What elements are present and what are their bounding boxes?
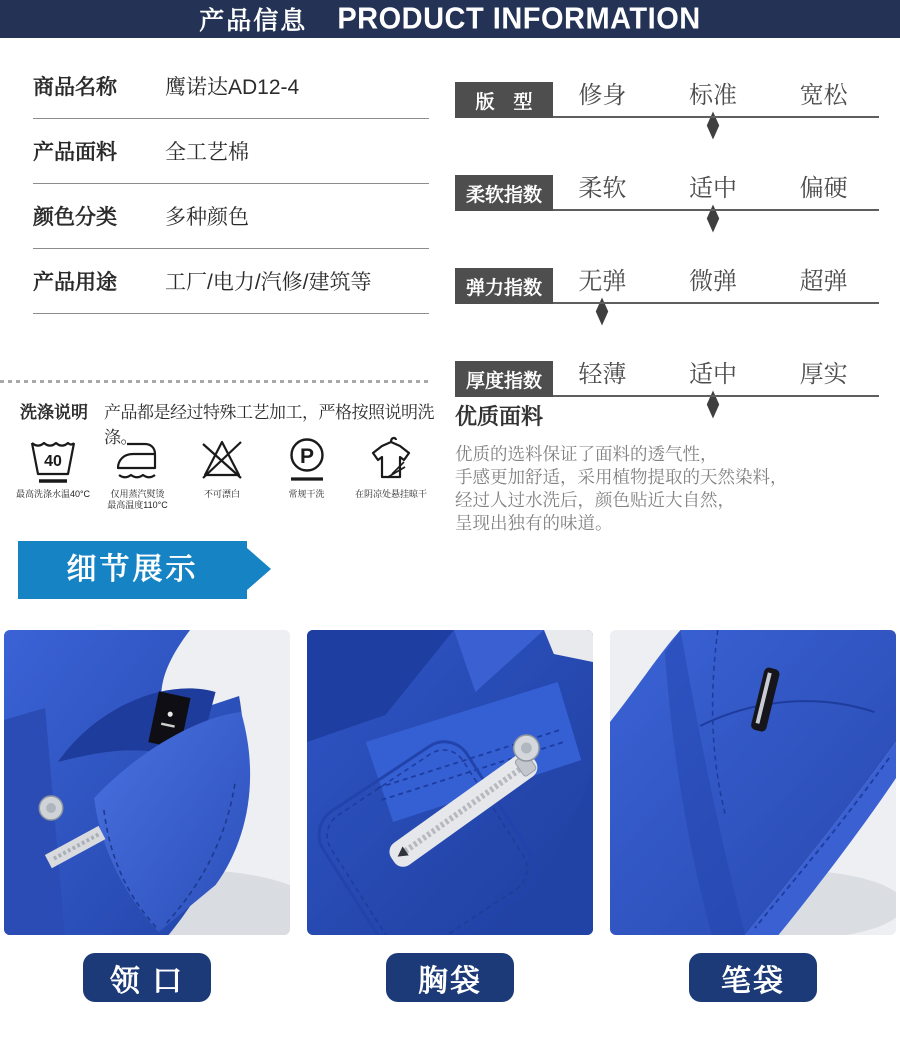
spec-row-color — [33, 184, 429, 249]
index-option: 微弹 — [689, 268, 737, 295]
index-row-softness — [455, 153, 879, 211]
svg-text:40: 40 — [44, 453, 62, 470]
index-option: 轻薄 — [578, 361, 627, 388]
svg-text:P: P — [299, 445, 314, 468]
fabric-title: 优质面料 — [455, 404, 544, 429]
no-bleach-icon — [196, 433, 248, 485]
index-option: 柔软 — [578, 175, 627, 202]
index-options — [547, 261, 879, 296]
pen-pocket-caption-badge: 笔袋 — [689, 953, 817, 1002]
dashed-divider — [0, 380, 430, 383]
wash-40-icon — [27, 433, 79, 485]
index-label-badge: 版 型 — [455, 82, 553, 118]
index-label-badge: 厚度指数 — [455, 361, 553, 397]
care-item — [181, 433, 263, 511]
care-caption: 不可漂白 — [203, 489, 240, 499]
index-label-badge: 柔软指数 — [455, 175, 553, 211]
index-options — [547, 168, 879, 203]
index-scales — [455, 60, 879, 432]
detail-banner — [18, 541, 272, 599]
index-option: 超弹 — [799, 268, 848, 295]
dry-clean-icon — [281, 433, 333, 485]
index-option: 适中 — [658, 354, 769, 389]
chest-pocket-caption-badge: 胸袋 — [386, 953, 514, 1002]
index-options — [547, 75, 879, 110]
care-caption-line2: 最高温度110°C — [107, 500, 168, 510]
index-option: 宽松 — [799, 82, 848, 109]
index-option: 修身 — [578, 82, 627, 109]
washing-label: 洗涤说明 — [20, 403, 88, 422]
spec-value: 全工艺棉 — [165, 141, 249, 164]
fabric-section — [455, 400, 885, 535]
washing-text: 产品都是经过特殊工艺加工，严格按照说明洗涤。 — [104, 403, 434, 447]
index-row-thickness — [455, 339, 879, 397]
fabric-line: 经过人过水洗后，颜色贴近大自然， — [455, 490, 735, 510]
fabric-line: 手感更加舒适，采用植物提取的天然染料， — [455, 467, 788, 487]
spec-row-usage — [33, 249, 429, 314]
fabric-line: 呈现出独有的味道。 — [455, 513, 613, 533]
care-item — [12, 433, 94, 511]
care-caption: 常规干洗 — [288, 489, 325, 499]
care-icons-row — [12, 433, 432, 511]
spec-table — [33, 54, 429, 314]
index-label-badge: 弹力指数 — [455, 268, 553, 304]
iron-icon — [112, 433, 164, 485]
spec-label: 产品用途 — [33, 271, 117, 294]
page-header — [0, 0, 900, 38]
care-caption: 仅用蒸汽熨烫 — [110, 489, 165, 499]
header-title-en: PRODUCT INFORMATION — [337, 1, 701, 36]
care-item — [350, 433, 432, 511]
index-row-fit — [455, 60, 879, 118]
index-option: 标准 — [658, 75, 769, 110]
detail-item-collar — [4, 630, 290, 1002]
spec-label: 商品名称 — [33, 76, 117, 99]
index-options — [547, 354, 879, 389]
spec-value: 多种颜色 — [165, 206, 249, 229]
fabric-line: 优质的选料保证了面料的透气性， — [455, 444, 718, 464]
spec-label: 颜色分类 — [33, 206, 117, 229]
care-item — [266, 433, 348, 511]
header-title-zh: 产品信息 — [199, 7, 308, 35]
index-option: 厚实 — [799, 361, 848, 388]
care-caption: 最高洗涤水温40°C — [15, 489, 91, 499]
index-option: 无弹 — [547, 261, 658, 296]
spec-row-fabric — [33, 119, 429, 184]
spec-value: 鹰诺达AD12-4 — [165, 76, 300, 99]
pen-pocket-photo — [610, 630, 896, 935]
index-row-stretch — [455, 246, 879, 304]
spec-value: 工厂/电力/汽修/建筑等 — [165, 271, 372, 294]
collar-photo — [4, 630, 290, 935]
spec-label: 产品面料 — [33, 141, 117, 164]
spec-row-name — [33, 54, 429, 119]
banner-title: 细节展示 — [66, 553, 199, 586]
chest-pocket-photo — [307, 630, 593, 935]
detail-item-pen-pocket — [610, 630, 896, 1002]
care-item — [97, 433, 179, 511]
detail-item-chest-pocket — [307, 630, 593, 1002]
hang-dry-icon — [365, 433, 417, 485]
care-caption: 在阴凉处悬挂晾干 — [354, 489, 427, 499]
detail-photos — [4, 630, 896, 1002]
collar-caption-badge: 领 口 — [83, 953, 211, 1002]
index-option: 适中 — [658, 168, 769, 203]
index-option: 偏硬 — [799, 175, 848, 202]
